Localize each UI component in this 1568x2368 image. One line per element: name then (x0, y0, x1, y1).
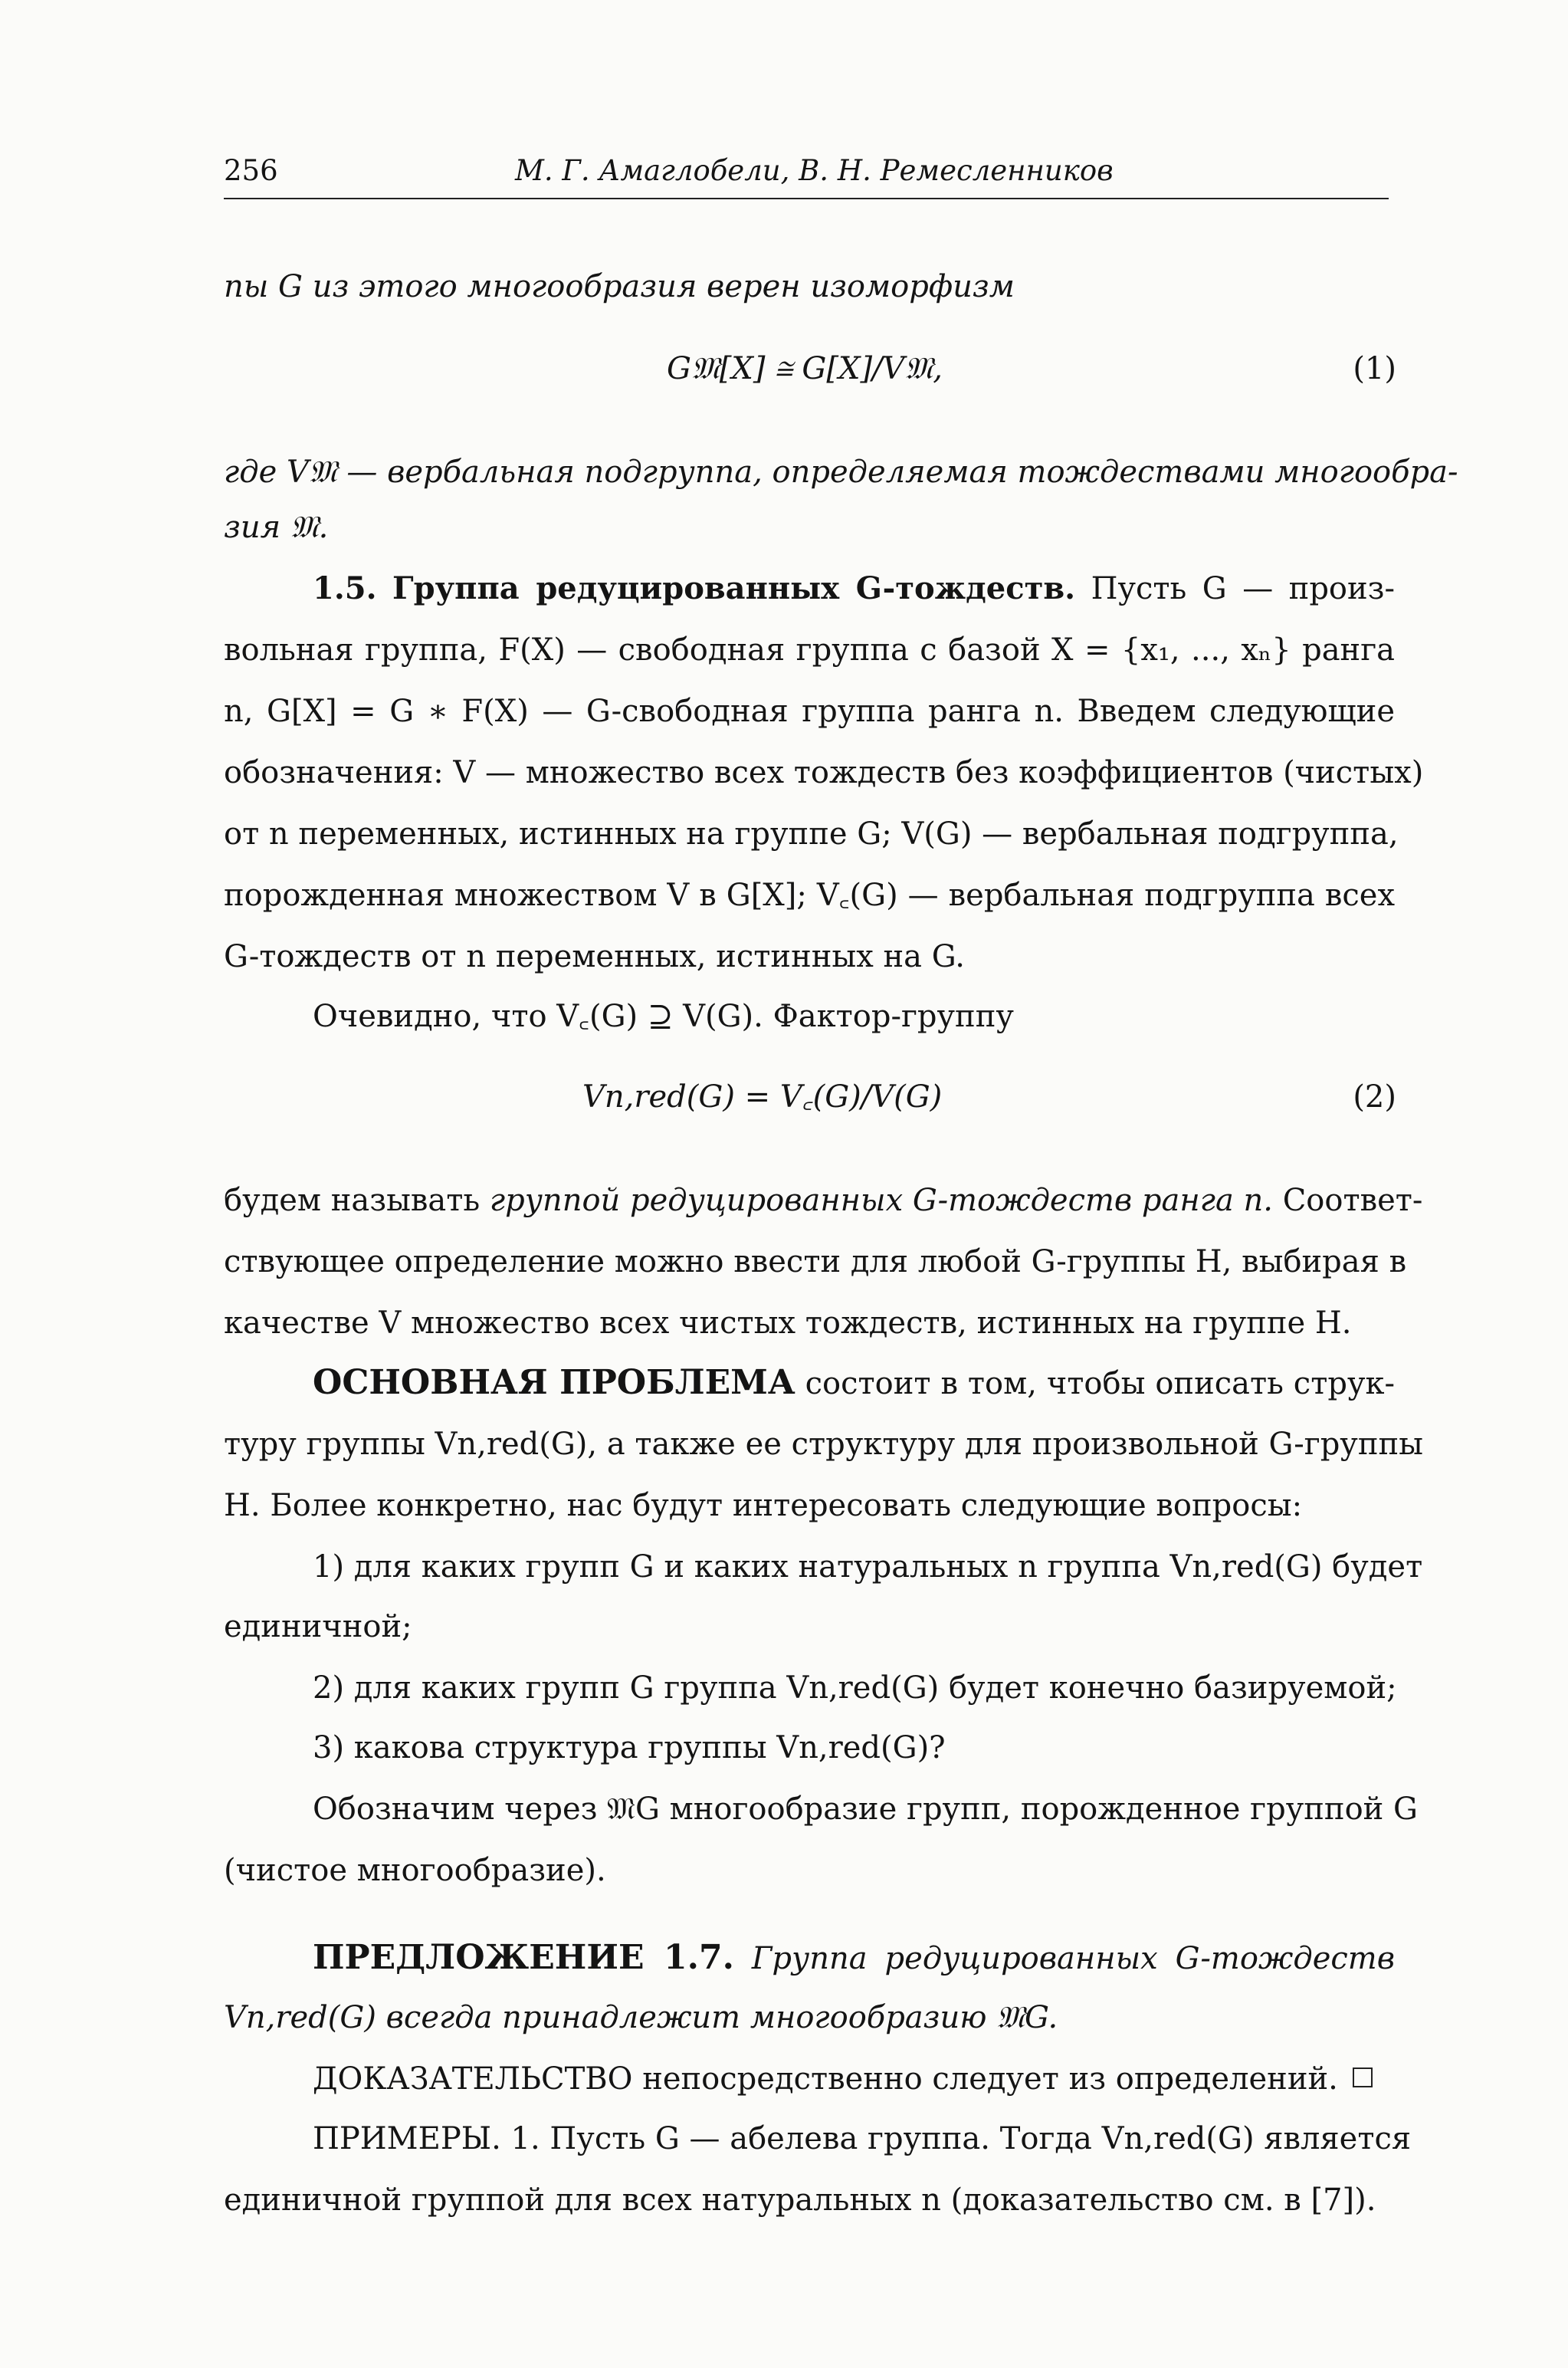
text-line: H. Более конкретно, нас будут интересовать следующие вопросы: (224, 1488, 1303, 1523)
defined-term: группой редуцированных G-тождеств ранга n. (489, 1183, 1273, 1218)
section-text: Пусть G — произ- (1091, 571, 1395, 606)
proposition-line (313, 1938, 1395, 1979)
text-line: вольная группа, F(X) — свободная группа с базой X = {x₁, ..., xₙ} ранга (224, 632, 1395, 668)
section-heading-line (313, 569, 1395, 609)
proof-title: ДОКАЗАТЕЛЬСТВО (313, 2061, 633, 2097)
equation-2: Vn,red(G) = V꜀(G)/V(G) (582, 1079, 943, 1115)
text-line: n, G[X] = G ∗ F(X) — G-свободная группа ранга n. Введем следующие (224, 694, 1395, 729)
proposition-text: Группа редуцированных G-тождеств (751, 1941, 1396, 1976)
problem-title: ОСНОВНАЯ ПРОБЛЕМА (313, 1363, 795, 1402)
text-line: пы G из этого многообразия верен изоморфизм (224, 269, 1015, 304)
text-line: качестве V множество всех чистых тождеств, истинных на группе H. (224, 1306, 1352, 1341)
section-number: 1.5. (313, 570, 377, 606)
proposition-text-cont: Vn,red(G) всегда принадлежит многообразию 𝔐G. (224, 2000, 1058, 2035)
text-line: Очевидно, что V꜀(G) ⊇ V(G). Фактор-группу (313, 999, 1014, 1034)
text-line: зия 𝔐. (224, 510, 329, 545)
text-line: обозначения: V — множество всех тождеств без коэффициентов (чистых) (224, 755, 1424, 790)
text-span: Соответ- (1282, 1183, 1423, 1218)
text-line: от n переменных, истинных на группе G; V(G) — вербальная подгруппа, (224, 816, 1399, 852)
text-line: где V𝔐 — вербальная подгруппа, определяемая тождествами многообра- (224, 455, 1458, 490)
text-span: состоит в том, чтобы описать струк- (805, 1366, 1395, 1401)
question-1-cont: единичной; (224, 1609, 412, 1644)
header-rule (224, 198, 1389, 199)
examples-line (313, 2119, 1412, 2159)
question-3: 3) какова структура группы Vn,red(G)? (313, 1730, 946, 1765)
qed-icon (1353, 2067, 1373, 2087)
text-span: будем называть (224, 1183, 481, 1218)
text-line (224, 1181, 1423, 1220)
text-line: туру группы Vn,red(G), а также ее структуру для произвольной G-группы (224, 1427, 1423, 1462)
equation-1-number: (1) (1353, 351, 1396, 386)
running-authors: М. Г. Амаглобели, В. Н. Ремесленников (515, 154, 1114, 187)
proposition-title: ПРЕДЛОЖЕНИЕ 1.7. (313, 1938, 734, 1977)
text-line: ствующее определение можно ввести для любой G-группы H, выбирая в (224, 1244, 1407, 1279)
section-title: Группа редуцированных G-тождеств. (392, 570, 1076, 606)
problem-heading-line (313, 1363, 1395, 1404)
question-1: 1) для каких групп G и каких натуральных n группа Vn,red(G) будет (313, 1549, 1423, 1585)
examples-title: ПРИМЕРЫ. (313, 2121, 501, 2156)
examples-text: 1. Пусть G — абелева группа. Тогда Vn,red(G) является (510, 2121, 1412, 2156)
page-number: 256 (224, 154, 278, 187)
text-line: G-тождеств от n переменных, истинных на G. (224, 939, 965, 974)
question-2: 2) для каких групп G группа Vn,red(G) будет конечно базируемой; (313, 1670, 1397, 1706)
text-line: (чистое многообразие). (224, 1853, 606, 1888)
equation-2-number: (2) (1353, 1079, 1396, 1115)
proof-text: непосредственно следует из определений. (642, 2061, 1338, 2097)
text-line: Обозначим через 𝔐G многообразие групп, порожденное группой G (313, 1792, 1418, 1827)
proof-line (313, 2059, 1395, 2099)
text-line: единичной группой для всех натуральных n (доказательство см. в [7]). (224, 2182, 1376, 2218)
text-line: порожденная множеством V в G[X]; V꜀(G) — вербальная подгруппа всех (224, 878, 1395, 913)
equation-1: G𝔐[X] ≅ G[X]/V𝔐, (667, 351, 943, 386)
